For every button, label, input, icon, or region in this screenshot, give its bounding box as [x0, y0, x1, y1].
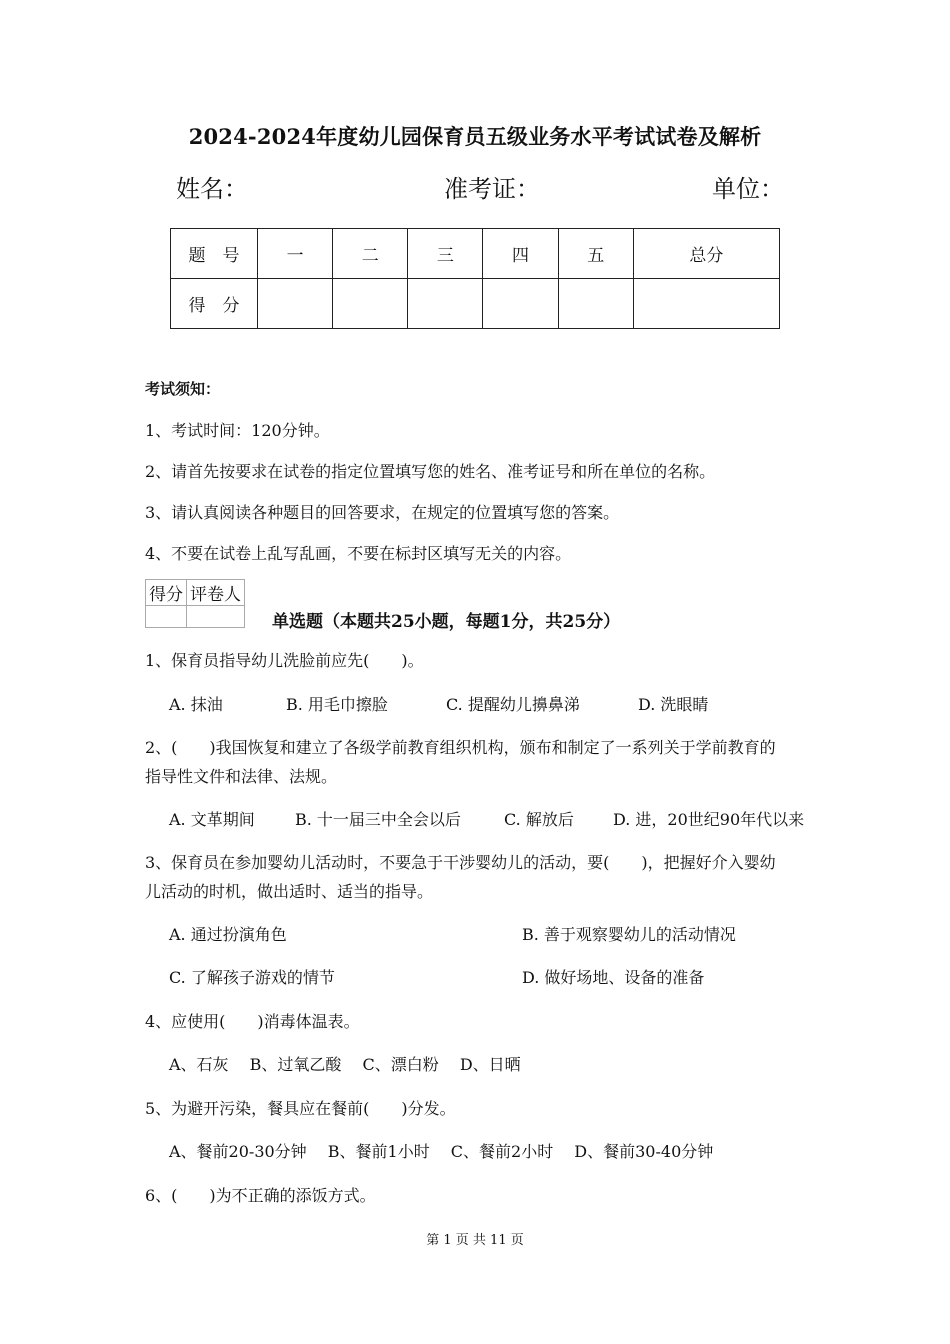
- notice-item-3: 3、请认真阅读各种题目的回答要求，在规定的位置填写您的答案。: [145, 503, 620, 522]
- score-input-1[interactable]: [258, 279, 333, 329]
- question-2-option-d: D. 进，20世纪90年代以来: [613, 810, 805, 829]
- question-1-option-a: A. 抹油: [169, 695, 223, 714]
- question-3-option-a: A. 通过扮演角色: [169, 925, 287, 944]
- score-input-3[interactable]: [408, 279, 483, 329]
- score-cell-section-2: 二: [333, 229, 408, 279]
- notice-item-4: 4、不要在试卷上乱写乱画，不要在标封区填写无关的内容。: [145, 544, 572, 563]
- unit-label: 单位：: [712, 175, 784, 203]
- notice-heading: 考试须知：: [145, 380, 221, 398]
- score-table: [170, 228, 780, 329]
- notice-item-2: 2、请首先按要求在试卷的指定位置填写您的姓名、准考证号和所在单位的名称。: [145, 462, 716, 481]
- question-1-option-c: C. 提醒幼儿擤鼻涕: [446, 695, 580, 714]
- score-input-2[interactable]: [333, 279, 408, 329]
- question-3-stem-line-1: 3、保育员在参加婴幼儿活动时，不要急于干涉婴幼儿的活动，要( )，把握好介入婴幼: [145, 853, 776, 872]
- exam-id-label: 准考证：: [444, 175, 540, 203]
- question-2-stem-line-1: 2、( )我国恢复和建立了各级学前教育组织机构，颁布和制定了一系列关于学前教育的: [145, 738, 776, 757]
- notice-item-1: 1、考试时间：120分钟。: [145, 421, 330, 440]
- score-cell-total: 总分: [633, 229, 779, 279]
- score-cell-section-3: 三: [408, 229, 483, 279]
- question-3-option-c: C. 了解孩子游戏的情节: [169, 968, 335, 987]
- name-label: 姓名：: [176, 175, 248, 203]
- question-2-option-b: B. 十一届三中全会以后: [295, 810, 461, 829]
- score-cell-section-4: 四: [483, 229, 558, 279]
- question-2-option-c: C. 解放后: [504, 810, 574, 829]
- grader-score-label: 得分: [146, 580, 187, 606]
- score-input-5[interactable]: [558, 279, 633, 329]
- question-2-stem-line-2: 指导性文件和法律、法规。: [145, 767, 338, 786]
- page-footer: 第 1 页 共 11 页: [426, 1233, 524, 1248]
- score-cell-section-1: 一: [258, 229, 333, 279]
- score-input-total[interactable]: [633, 279, 779, 329]
- question-5-stem: 5、为避开污染，餐具应在餐前( )分发。: [145, 1099, 456, 1118]
- question-1-option-d: D. 洗眼睛: [638, 695, 709, 714]
- question-3-stem-line-2: 儿活动的时机，做出适时、适当的指导。: [145, 882, 434, 901]
- grader-score-cell[interactable]: [146, 606, 187, 628]
- question-2-option-a: A. 文革期间: [169, 810, 255, 829]
- score-row-label: 得 分: [171, 279, 258, 329]
- question-4-stem: 4、应使用( )消毒体温表。: [145, 1012, 360, 1031]
- question-5-options: A、餐前20-30分钟 B、餐前1小时 C、餐前2小时 D、餐前30-40分钟: [169, 1142, 714, 1161]
- grader-box: [145, 579, 245, 628]
- grader-reviewer-cell[interactable]: [187, 606, 245, 628]
- score-input-4[interactable]: [483, 279, 558, 329]
- score-table-header-row: [171, 229, 780, 279]
- question-6-stem: 6、( )为不正确的添饭方式。: [145, 1186, 376, 1205]
- question-4-options: A、石灰 B、过氧乙酸 C、漂白粉 D、日晒: [169, 1055, 521, 1074]
- question-1-stem: 1、保育员指导幼儿洗脸前应先( )。: [145, 651, 424, 670]
- score-cell-label: 题 号: [171, 229, 258, 279]
- section-heading: 单选题（本题共25小题，每题1分，共25分）: [272, 612, 621, 632]
- grader-reviewer-label: 评卷人: [187, 580, 245, 606]
- question-3-option-d: D. 做好场地、设备的准备: [522, 968, 705, 987]
- score-table-score-row: [171, 279, 780, 329]
- score-cell-section-5: 五: [558, 229, 633, 279]
- question-1-option-b: B. 用毛巾擦脸: [286, 695, 388, 714]
- question-3-option-b: B. 善于观察婴幼儿的活动情况: [522, 925, 736, 944]
- document-title: 2024-2024年度幼儿园保育员五级业务水平考试试卷及解析: [188, 124, 762, 149]
